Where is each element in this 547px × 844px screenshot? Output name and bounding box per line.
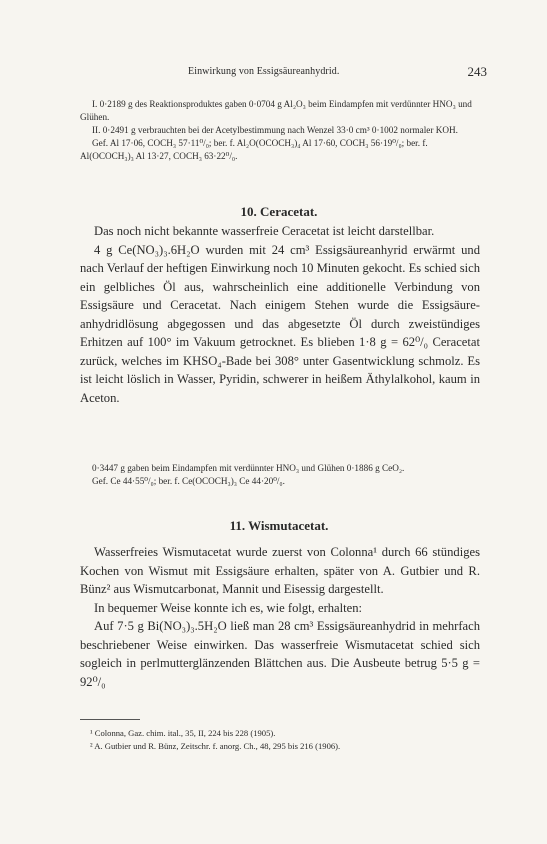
paragraph: Auf 7·5 g Bi(NO₃)₃.5H₂O ließ man 28 cm³ Essigsäureanhydrid in mehrfach beschriebener Weise einwirken. Das wasserfreie Wismutacetat schied sich sogleich in perlmutterglänzenden Blättchen aus. Die Ausbeute betrug 5·5 g = 92⁰/₀ xyxy=(80,619,480,689)
paragraph: 4 g Ce(NO₃)₃.6H₂O wurden mit 24 cm³ Essigsäureanhyrid erwärmt und nach Verlauf der heftigen Einwirkung noch 10 Minuten gekocht. Es schied sich ein gelbliches Öl aus, wahrscheinlich eine additionelle Verbindung von Essigsäure und Ceracetat. Nach einigem Stehen wurde die Essigsäureanhydridlösung abgegossen und das abgesetzte Öl durch zweistündiges Erhitzen auf 100° im Vakuum getrocknet. Es blieben 1·8 g = 62⁰/₀ Ceracetat zurück, welches im KHSO₄-Bade bei 308° unter Gasentwicklung schmolz. Es ist leicht löslich in Wasser, Pyridin, schwerer in heißem Äthylalkohol, kaum in Aceton. xyxy=(80,242,480,405)
note-analysis-1: I. 0·2189 g des Reaktionsproduktes gaben 0·0704 g Al₂O₃ beim Eindampfen mit verdünnter HNO₃ und Glühen. xyxy=(80,99,472,122)
section-body-ceracetat xyxy=(80,222,480,407)
footnotes xyxy=(80,727,480,753)
note-found-calc: Gef. Ce 44·55⁰/₀; ber. f. Ce(OCOCH₃)₃ Ce 44·20⁰/₀. xyxy=(92,476,285,486)
footnote-1: ¹ Colonna, Gaz. chim. ital., 35, II, 224 bis 228 (1905). xyxy=(90,728,276,738)
running-title: Einwirkung von Essigsäureanhydrid. xyxy=(188,66,340,77)
note-analysis: 0·3447 g gaben beim Eindampfen mit verdünnter HNO₃ und Glühen 0·1886 g CeO₂. xyxy=(92,463,405,473)
note-found-calc: Gef. Al 17·06, COCH₃ 57·11⁰/₀; ber. f. Al₂O(OCOCH₃)₄ Al 17·60, COCH₃ 56·19⁰/₀; ber. f. Al(OCOCH₃)₃ Al 13·27, COCH₃ 63·22⁰/₀. xyxy=(80,138,428,161)
paragraph: Wasserfreies Wismutacetat wurde zuerst von Colonna¹ durch 66 stündiges Kochen von Wismut mit Essigsäure erhalten, später von A. Gutbier und R. Bünz² aus Wismutcarbonat, Mannit und Eisessig dargestellt. xyxy=(80,545,480,596)
analysis-notes-ceracetat xyxy=(80,462,478,488)
footnote-divider xyxy=(80,719,140,720)
note-analysis-2: II. 0·2491 g verbrauchten bei der Acetylbestimmung nach Wenzel 33·0 cm³ 0·1002 normaler KOH. xyxy=(92,125,458,135)
analysis-notes-top xyxy=(80,98,478,163)
footnote-2: ² A. Gutbier und R. Bünz, Zeitschr. f. anorg. Ch., 48, 295 bis 216 (1906). xyxy=(90,741,341,751)
section-heading-ceracetat: 10. Ceracetat. xyxy=(240,204,318,219)
page-header xyxy=(80,66,487,82)
paragraph: Das noch nicht bekannte wasserfreie Ceracetat ist leicht darstellbar. xyxy=(94,224,435,238)
page-number: 243 xyxy=(467,64,487,79)
section-body-wismutacetat xyxy=(80,543,480,691)
section-heading-wismutacetat: 11. Wismutacetat. xyxy=(229,518,329,533)
paragraph: In bequemer Weise konnte ich es, wie folgt, erhalten: xyxy=(94,600,363,615)
